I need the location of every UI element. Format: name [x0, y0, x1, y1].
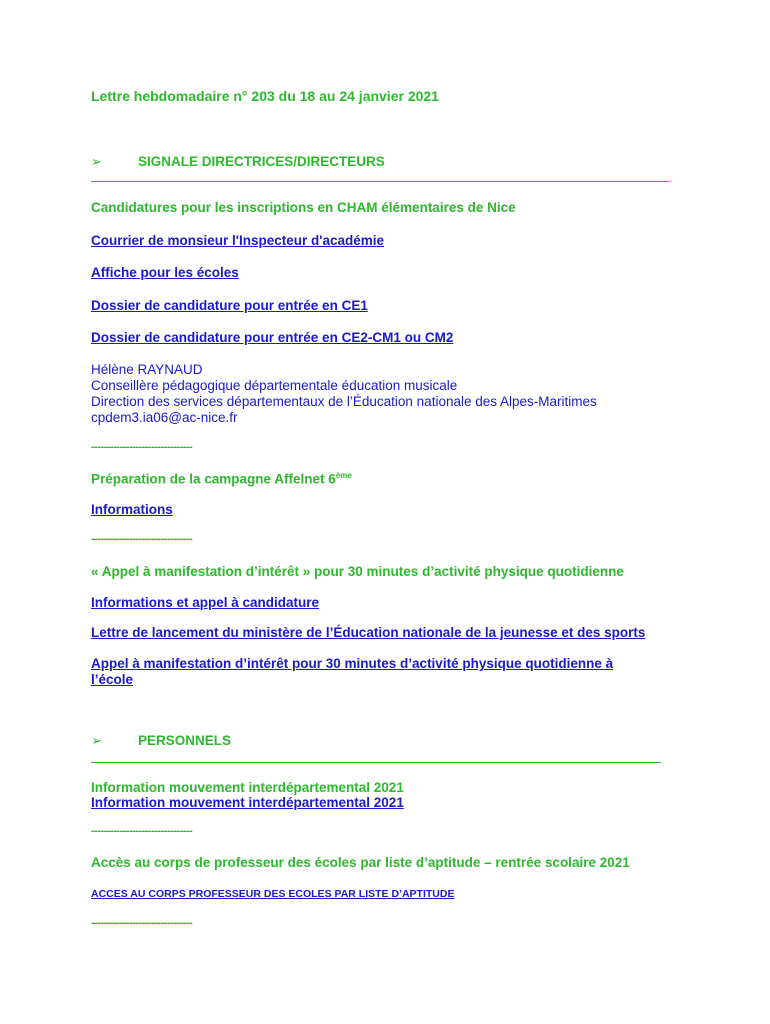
link-appel-candidature[interactable]: Informations et appel à candidature: [91, 595, 320, 610]
section-heading-personnels: PERSONNELS: [138, 733, 232, 748]
link-mouvement-interdepartemental[interactable]: Information mouvement interdépartemental 2021: [91, 795, 404, 810]
affelnet-heading: Préparation de la campagne Affelnet 6ème: [91, 471, 352, 487]
link-affiche-ecoles[interactable]: Affiche pour les écoles: [91, 265, 239, 280]
link-courrier-inspecteur[interactable]: Courrier de monsieur l'Inspecteur d'académie: [91, 233, 385, 248]
cham-heading: Candidatures pour les inscriptions en CHAM élémentaires de Nice: [91, 200, 516, 215]
bullet-arrow-icon: ➢: [91, 154, 102, 169]
separator: --------------------------------: [91, 917, 193, 929]
link-dossier-ce1[interactable]: Dossier de candidature pour entrée en CE1: [91, 298, 368, 313]
page-title: Lettre hebdomadaire n° 203 du 18 au 24 janvier 2021: [91, 88, 439, 104]
link-dossier-ce2-cm1-cm2[interactable]: Dossier de candidature pour entrée en CE2-CM1 ou CM2: [91, 330, 454, 345]
link-affelnet-informations[interactable]: Informations: [91, 502, 173, 517]
contact-email: cpdem3.ia06@ac-nice.fr: [91, 410, 238, 425]
appel-heading: « Appel à manifestation d’intérêt » pour 30 minutes d’activité physique quotidienne: [91, 564, 624, 579]
bullet-arrow-icon: ➢: [91, 733, 102, 748]
section-rule: [91, 762, 661, 763]
link-lettre-lancement[interactable]: Lettre de lancement du ministère de l’Éducation nationale de la jeunesse et des sports: [91, 625, 646, 640]
contact-direction: Direction des services départementaux de l’Éducation nationale des Alpes-Maritimes: [91, 394, 597, 409]
link-acces-corps[interactable]: ACCES AU CORPS PROFESSEUR DES ECOLES PAR LISTE D’APTITUDE: [91, 888, 455, 900]
section-heading-directeurs: SIGNALE DIRECTRICES/DIRECTEURS: [138, 154, 385, 169]
link-appel-manifestation-cont[interactable]: l’école: [91, 672, 134, 687]
separator: --------------------------------: [91, 533, 193, 545]
separator: --------------------------------: [91, 825, 193, 837]
mouvement-heading: Information mouvement interdépartemental 2021: [91, 780, 404, 795]
separator: --------------------------------: [91, 441, 193, 453]
acces-heading: Accès au corps de professeur des écoles par liste d’aptitude – rentrée scolaire 2021: [91, 855, 630, 870]
contact-name: Hélène RAYNAUD: [91, 362, 203, 377]
section-rule: [91, 181, 669, 182]
link-appel-manifestation[interactable]: Appel à manifestation d’intérêt pour 30 minutes d’activité physique quotidienne à: [91, 656, 614, 671]
contact-role: Conseillère pédagogique départementale éducation musicale: [91, 378, 458, 393]
